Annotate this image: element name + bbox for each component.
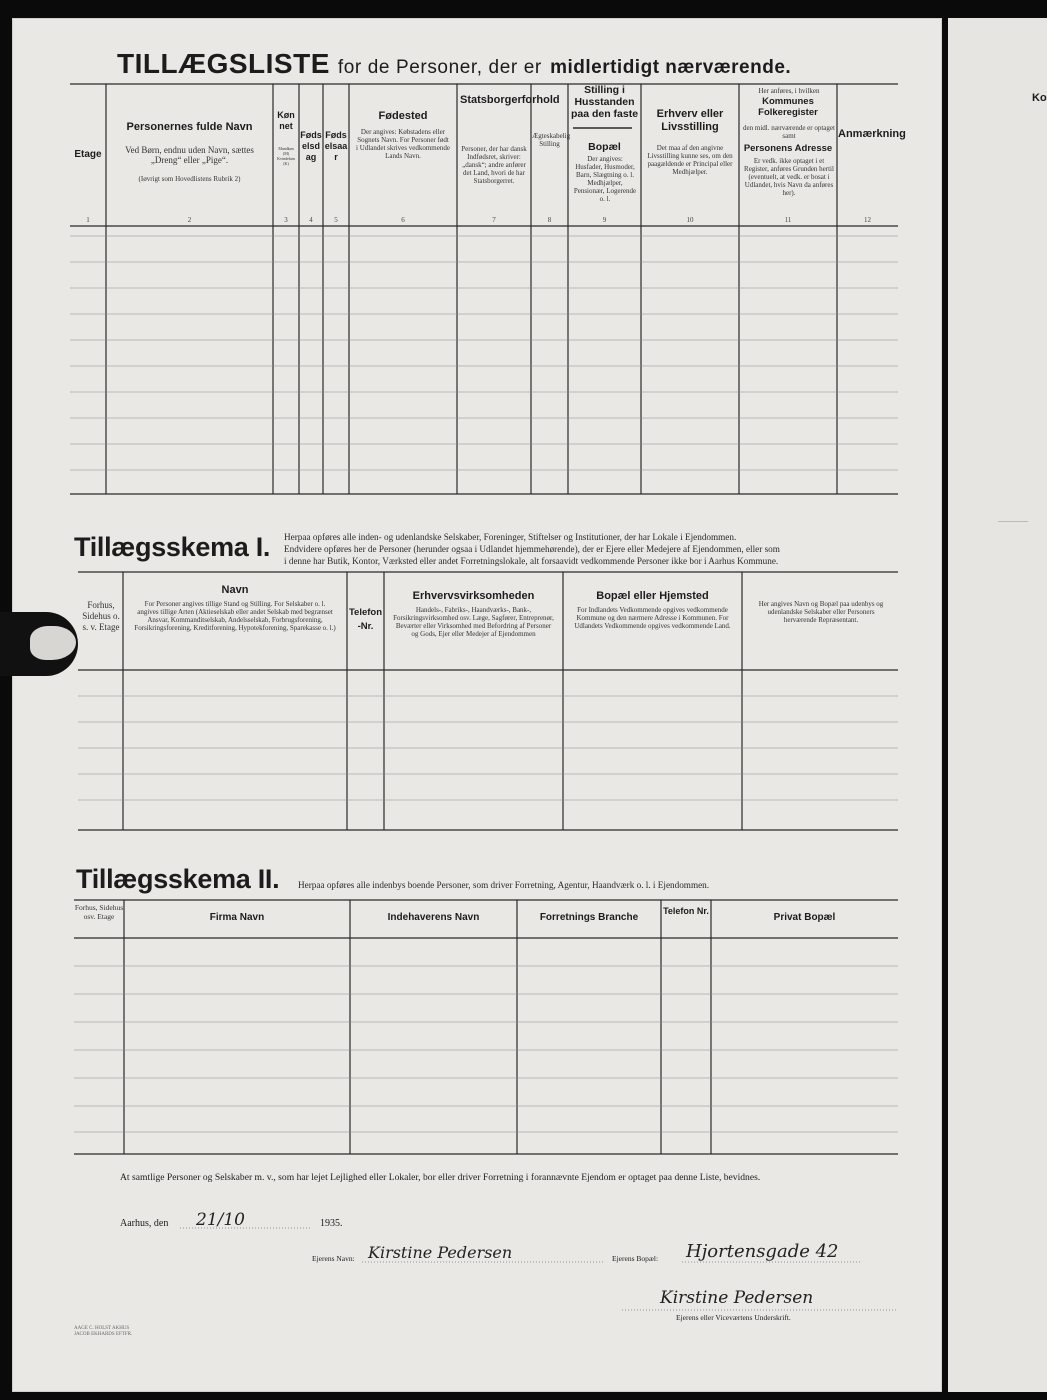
owner-name-handwritten: Kirstine Pedersen [368, 1243, 513, 1262]
skema1-col-bopael: Bopæl eller Hjemsted [596, 590, 709, 602]
col-number-8: 8 [547, 216, 552, 224]
col-number-5: 5 [334, 216, 338, 224]
col-anmaerkning: Anmærkning [838, 128, 906, 140]
col-stilling-note: Der angives: Husfader, Husmoder, Barn, Slægtning o. l. Medhjælper, Pensionær, Logerende o. l. [573, 155, 637, 203]
skema2-col-forhus: Forhus, Sidehus osv. Etage [74, 903, 124, 921]
col-foedested: Fødested [378, 110, 428, 122]
skema1-desc-3: i denne har Butik, Kontor, Værksted eller andet Forretningslokale, alt forsaavidt vedkommende Personer ikke bor i Aarhus Kommune. [284, 556, 779, 566]
col-foedselsaar: Fødselsaar [324, 130, 348, 162]
col-number-10: 10 [686, 216, 694, 224]
col-erhverv: Erhverv eller Livsstilling [656, 108, 724, 133]
skema2-col-privat: Privat Bopæl [773, 912, 836, 923]
footer-date-handwritten: 21/10 [196, 1210, 245, 1230]
owner-name-label: Ejerens Navn: [312, 1254, 355, 1263]
col-kommune-note: Er vedk. ikke optaget i et Register, anføres Grunden hertil (eventuelt, at vedk. er bosat i Udlandet, hvis Navn da anføres her). [744, 157, 834, 197]
adjacent-page-fragment: Ko [1032, 92, 1047, 104]
skema2-desc: Herpaa opføres alle indenbys boende Personer, som driver Forretning, Agentur, Haandværk o. l. i Ejendommen. [298, 880, 710, 890]
footer-statement: At samtlige Personer og Selskaber m. v., som har lejet Lejlighed eller Lokaler, bor eller driver Forretning i forannævnte Ejendom er optaget paa denne Liste, bevidnes. [120, 1172, 761, 1183]
col-adresse-bold: Personens Adresse [743, 143, 833, 154]
col-navn-note: Ved Børn, endnu uden Navn, sættes „Dreng“ eller „Pige“. [125, 145, 254, 165]
skema1-col-repr-note: Her angives Navn og Bopæl paa udenbys og udenlandske Selskaber eller Personers herværende Repræsentant. [758, 600, 884, 624]
skema2-col-telefon: Telefon Nr. [663, 906, 709, 916]
skema2-col-indehaver: Indehaverens Navn [387, 912, 480, 923]
footer-year: 1935. [320, 1218, 343, 1229]
tillaegsliste-title-emphasis: midlertidigt nærværende. [550, 57, 792, 78]
skema1-col-erhverv: Erhvervsvirksomheden [412, 590, 535, 602]
col-foedselsdag: Fødselsdag [300, 130, 322, 162]
col-statsborger-note: Personer, der har dansk Indfødsret, skriver: „dansk“; andre anfører det Land, hvori de har Statsborgerret. [461, 145, 527, 185]
skema2-col-branche: Forretnings Branche [539, 912, 639, 923]
skema1-col-bopael-note: For Indlandets Vedkommende opgives vedkommende Kommune og den nærmere Adresse i Kommunen. For Udlandets Vedkommende opgives vedkommende Land. [574, 606, 731, 630]
tillaegsliste-title-rest: for de Personer, der er [337, 57, 542, 78]
owner-address-label: Ejerens Bopæl: [612, 1254, 659, 1263]
col-statsborger: Statsborgerforhold [460, 94, 560, 106]
col-number-7: 7 [492, 216, 496, 224]
col-stilling: Stilling i Husstanden paa den faste [570, 84, 639, 120]
col-kommune-pre: Her anføres, i hvilken [758, 87, 820, 95]
skema1-title: Tillægsskema I. [74, 532, 271, 562]
col-etage: Etage [74, 149, 102, 160]
col-number-4: 4 [309, 216, 313, 224]
tillaegsliste-title-bold: TILLÆGSLISTE [117, 48, 330, 79]
col-foedested-note: Der angives: Købstadens eller Sognets Navn. For Personer født i Udlandet skrives vedkommende Lands Navn. [356, 128, 450, 160]
skema1-col-telefon: Telefon-Nr. [348, 607, 383, 632]
col-number-12: 12 [864, 216, 871, 224]
footer-place: Aarhus, den [120, 1218, 169, 1229]
col-koennet: Kønnet [277, 110, 295, 131]
signature-handwritten: Kirstine Pedersen [660, 1288, 814, 1308]
col-navn-note2: (Iøvrigt som Hovedlistens Rubrik 2) [138, 175, 241, 183]
tillaegsliste-title [117, 48, 791, 80]
col-kommune-mid: den midl. nærværende er optaget samt [743, 124, 835, 140]
col-number-6: 6 [401, 216, 405, 224]
col-number-2: 2 [187, 216, 192, 224]
skema1-col-navn: Navn [221, 584, 249, 596]
col-number-1: 1 [86, 216, 90, 224]
col-kommune-bold: Kommunes Folkeregister [758, 96, 818, 118]
owner-address-handwritten: Hjortensgade 42 [686, 1241, 839, 1262]
col-erhverv-note: Det maa af den angivne Livsstilling kunne ses, om den paagældende er Principal eller Medhjælper. [647, 144, 733, 176]
skema1-desc-2: Endvidere opføres her de Personer (herunder ogsaa i Udlandet hjemmehørende), der er Ejere eller Medejere af Ejendommen, eller som [284, 544, 780, 554]
col-bopael: Bopæl [588, 141, 621, 153]
skema1-col-forhus: Forhus, Sidehus o. s. v. Etage [82, 600, 120, 632]
col-navn-title: Personernes fulde Navn [126, 121, 253, 133]
skema1-col-navn-note: For Personer angives tillige Stand og Stilling. For Selskaber o. l. angives tillige Arten (Aktieselskab eller andet Selskab med begrænset Ansvar, Kommanditselskab, Andelsselskab, Forbrugsforening, Forsikringsforening, Kreditforening, Hypotekforening, Sparekasse o. l.) [134, 600, 336, 632]
col-number-3: 3 [284, 216, 288, 224]
col-aegteskabelig: Ægteskabelig Stilling [532, 132, 571, 148]
skema2-title: Tillægsskema II. [76, 864, 280, 894]
col-number-11: 11 [784, 216, 792, 224]
skema1-desc-1: Herpaa opføres alle inden- og udenlandske Selskaber, Foreninger, Stiftelser og Institutioner, der har Lokale i Ejendommen. [284, 532, 737, 542]
skema2-col-firma: Firma Navn [209, 912, 265, 923]
col-koennet-note: Mandkøn (M) Kvindekøn (K) [277, 146, 295, 166]
col-number-9: 9 [602, 216, 607, 224]
printer-imprint: AAGE C. HOLST AKHUS JACOB EKHARDS EFTFR. [74, 1326, 133, 1337]
skema1-col-erhverv-note: Handels-, Fabriks-, Haandværks-, Bank-, Forsikringsvirksomhed osv. Læge, Sagfører, Entreprenør, Beværter eller Virksomhed med Befordring af Personer og Gods, Ejer eller Medejer af Ejendommen [393, 606, 554, 638]
signature-label: Ejerens eller Viceværtens Underskrift. [676, 1313, 791, 1322]
